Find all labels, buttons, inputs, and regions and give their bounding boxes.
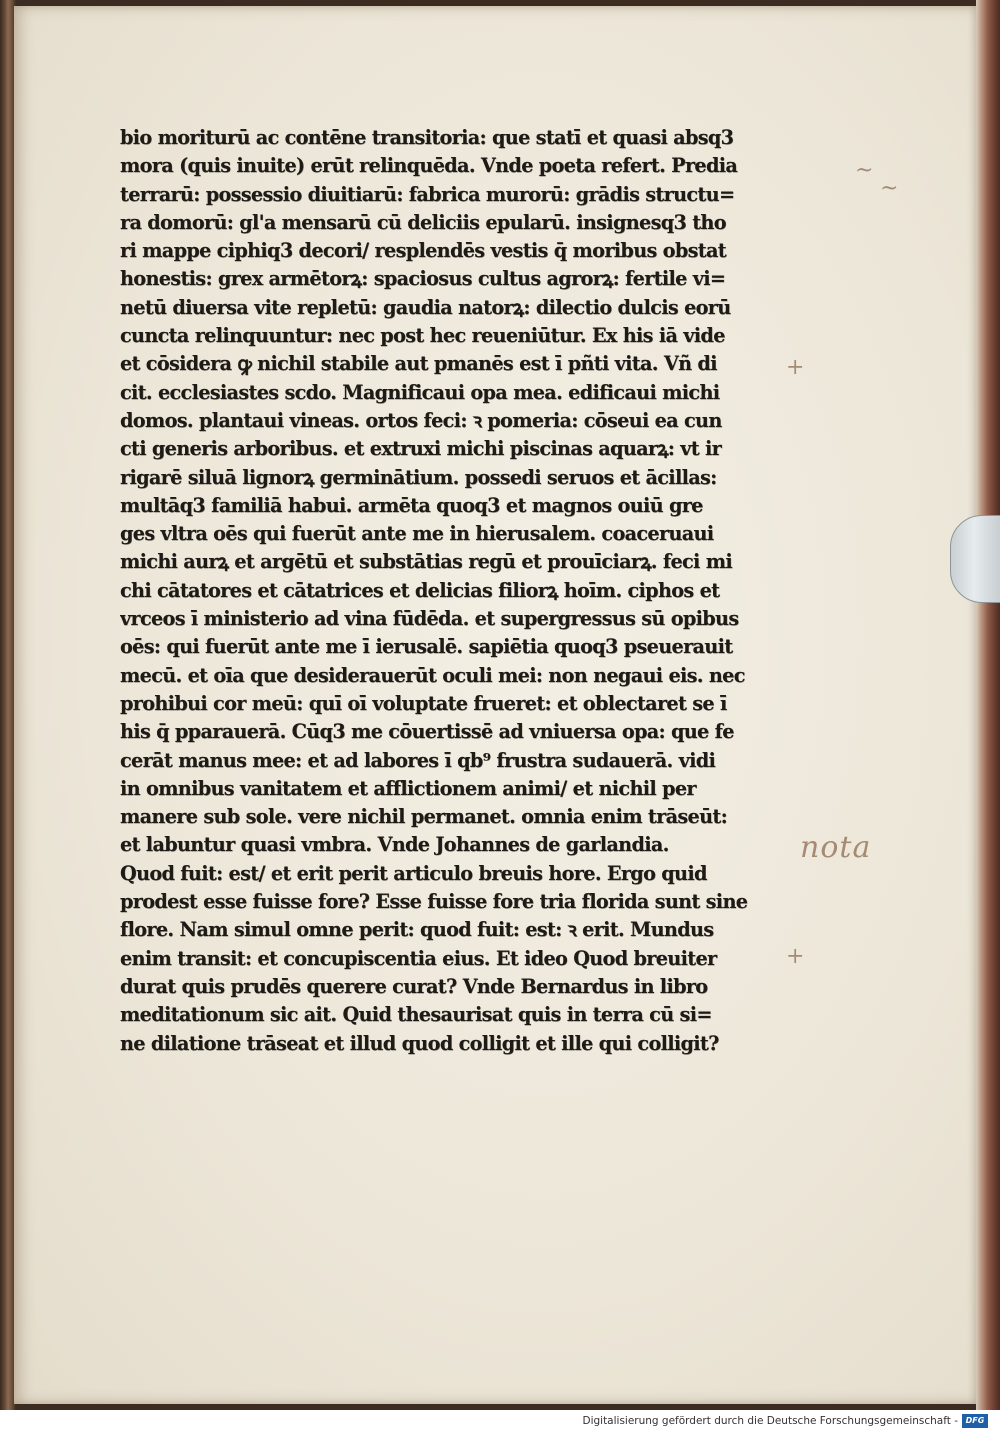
- text-line: prohibui cor meū: quī oī voluptate frueret: et oblectaret se ī: [120, 691, 727, 715]
- text-line: in omnibus vanitatem et afflictionem animi/ et nichil per: [120, 776, 696, 800]
- margin-cross: +: [786, 944, 805, 969]
- text-line: his q̄ pparauerā. Cūq3 me cōuertissē ad vniuersa opa: que fe: [120, 720, 734, 744]
- page-clip: [950, 515, 1000, 603]
- text-line: ne dilatione trāseat et illud quod colligit et ille qui colligit?: [120, 1031, 719, 1055]
- text-line: cuncta relinquuntur: nec post hec reueniūtur. Ex his iā vide: [120, 324, 725, 348]
- text-line: meditationum sic ait. Quid thesaurisat quis in terra cū si=: [120, 1003, 712, 1027]
- text-line: Quod fuit: est/ et erit perit articulo breuis hore. Ergo quid: [120, 861, 707, 885]
- text-line: rigarē siluā lignorꝝ germinātium. possedi seruos et ācillas:: [120, 465, 717, 489]
- funding-credit: Digitalisierung gefördert durch die Deutsche Forschungsgemeinschaft -: [582, 1415, 958, 1427]
- margin-cross: +: [786, 355, 805, 380]
- text-line: domos. plantaui vineas. ortos feci: ꝛ pomeria: cōseui ea cun: [120, 408, 722, 432]
- text-line: ra domorū: gl'a mensarū cū deliciis epularū. insignesq3 tho: [120, 210, 726, 234]
- margin-mark: ~: [855, 158, 874, 183]
- text-line: michi aurꝝ et argētū et substātias regū et prouīciarꝝ. feci mi: [120, 550, 732, 574]
- text-line: ges vltra oēs qui fuerūt ante me in hierusalem. coaceruaui: [120, 522, 714, 546]
- text-line: cerāt manus mee: et ad labores ī qb⁹ frustra sudauerā. vidi: [120, 748, 716, 772]
- text-line: multāq3 familiā habui. armēta quoq3 et magnos ouiū gre: [120, 493, 703, 517]
- text-line: et cōsidera ꝙ nichil stabile aut pmanēs est ī pñti vita. Vñ di: [120, 352, 717, 376]
- text-line: cti generis arboribus. et extruxi michi piscinas aquarꝝ: vt ir: [120, 437, 722, 461]
- text-line: mecū. et oīa que desiderauerūt oculi mei: non negaui eis. nec: [120, 663, 745, 687]
- text-line: vrceos ī ministerio ad vina fūdēda. et supergressus sū opibus: [120, 607, 739, 631]
- dfg-logo: DFG: [962, 1414, 988, 1428]
- text-line: cit. ecclesiastes scdo. Magnificaui opa mea. edificaui michi: [120, 380, 720, 404]
- page-text: [120, 124, 770, 1058]
- text-line: mora (quis inuite) erūt relinquēda. Vnde poeta refert. Predia: [120, 154, 738, 178]
- text-line: enim transit: et concupiscentia eius. Et ideo Quod breuiter: [120, 946, 717, 970]
- margin-mark: ~: [880, 176, 899, 201]
- funding-footer: [0, 1410, 1000, 1440]
- margin-note: nota: [800, 830, 872, 865]
- text-line: ri mappe ciphiq3 decori/ resplendēs vestis q̄ moribus obstat: [120, 239, 726, 263]
- text-line: netū diuersa vite repletū: gaudia natorꝝ: dilectio dulcis eorū: [120, 295, 731, 319]
- text-line: prodest esse fuisse fore? Esse fuisse fore tria florida sunt sine: [120, 890, 748, 914]
- text-line: chi cātatores et cātatrices et delicias filiorꝝ hoīm. ciphos et: [120, 578, 720, 602]
- text-line: oēs: qui fuerūt ante me ī ierusalē. sapiētia quoq3 pseuerauit: [120, 635, 733, 659]
- text-line: durat quis prudēs querere curat? Vnde Bernardus in libro: [120, 974, 708, 998]
- text-line: honestis: grex armētorꝝ: spaciosus cultus agrorꝝ: fertile vi=: [120, 267, 726, 291]
- text-line: terrarū: possessio diuitiarū: fabrica murorū: grādis structu=: [120, 182, 735, 206]
- text-line: flore. Nam simul omne perit: quod fuit: est: ꝛ erit. Mundus: [120, 918, 714, 942]
- book-binding-edge: [976, 0, 1000, 1410]
- text-line: et labuntur quasi vmbra. Vnde Johannes de garlandia.: [120, 833, 669, 857]
- text-line: bio moriturū ac contēne transitoria: que statī et quasi absq3: [120, 126, 734, 149]
- text-line: manere sub sole. vere nichil permanet. omnia enim trāseūt:: [120, 805, 728, 829]
